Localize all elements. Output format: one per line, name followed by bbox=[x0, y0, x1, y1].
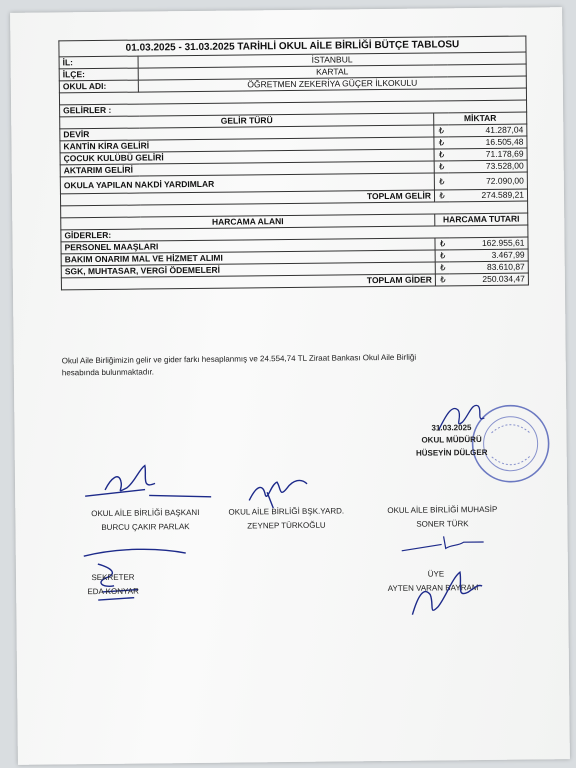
expense-amount: 162.955,61 bbox=[449, 237, 528, 250]
signature-title: OKUL AİLE BİRLİĞİ BAŞKANI bbox=[91, 507, 200, 519]
signature-name: EDA KONYAR bbox=[87, 586, 139, 597]
expense-amount-header: HARCAMA TUTARI bbox=[435, 213, 528, 226]
principal-date: 31.03.2025 bbox=[431, 423, 472, 433]
lira-sign: ₺ bbox=[434, 173, 449, 190]
president-signature-icon bbox=[75, 459, 215, 502]
info-value: İSTANBUL bbox=[138, 52, 526, 68]
info-label: İLÇE: bbox=[59, 68, 138, 81]
income-amount: 72.090,00 bbox=[449, 172, 528, 190]
expense-type-header: HARCAMA ALANI bbox=[61, 214, 435, 230]
signature-name: ZEYNEP TÜRKOĞLU bbox=[247, 520, 326, 531]
income-name: ÇOCUK KULÜBÜ GELİRİ bbox=[60, 149, 434, 165]
income-name: DEVİR bbox=[60, 125, 434, 141]
income-name: AKTARIM GELİRİ bbox=[60, 161, 434, 177]
expense-total-label: TOPLAM GİDER bbox=[61, 274, 435, 290]
expense-total-amount: 250.034,47 bbox=[450, 273, 529, 286]
income-section-label: GELİRLER : bbox=[60, 100, 527, 117]
principal-title: OKUL MÜDÜRÜ bbox=[421, 434, 482, 445]
income-name: KANTİN KİRA GELİRİ bbox=[60, 137, 434, 153]
info-label: OKUL ADI: bbox=[59, 80, 138, 93]
document-page bbox=[10, 7, 570, 765]
signature-name: AYTEN VARAN BAYRAM bbox=[387, 583, 479, 593]
member-signature-icon bbox=[404, 564, 485, 621]
expense-name: PERSONEL MAAŞLARI bbox=[61, 238, 435, 254]
balance-note bbox=[62, 351, 492, 380]
income-amount: 41.287,04 bbox=[448, 124, 527, 137]
income-name: OKULA YAPILAN NAKDİ YARDIMLAR bbox=[60, 173, 434, 194]
budget-table bbox=[58, 36, 529, 291]
balance-note-line: Okul Aile Birliğimizin gelir ve gider farkı hesaplanmış ve 24.554,74 TL Ziraat Bankası Okul Aile Birliği bbox=[61, 352, 417, 366]
expense-amount: 83.610,87 bbox=[450, 261, 529, 274]
table-title: 01.03.2025 - 31.03.2025 TARİHLİ OKUL AİLE BİRLİĞİ BÜTÇE TABLOSU bbox=[59, 36, 526, 57]
lira-sign: ₺ bbox=[435, 262, 450, 274]
expense-name: BAKIM ONARIM MAL VE HİZMET ALIMI bbox=[61, 250, 435, 266]
lira-sign: ₺ bbox=[435, 238, 450, 250]
vice-president-signature-icon bbox=[243, 470, 313, 511]
signature-name: SONER TÜRK bbox=[416, 519, 469, 529]
expense-section-label: GİDERLER: bbox=[61, 225, 528, 242]
income-total-amount: 274.589,21 bbox=[449, 189, 528, 202]
income-total-label: TOPLAM GELİR bbox=[60, 190, 434, 206]
principal-name: HÜSEYİN DÜLGER bbox=[415, 447, 488, 458]
income-amount: 71.178,69 bbox=[449, 148, 528, 161]
income-type-header: GELİR TÜRÜ bbox=[60, 113, 434, 129]
treasurer-signature-icon bbox=[398, 532, 488, 555]
balance-note-line: hesabında bulunmaktadır. bbox=[61, 367, 154, 378]
info-value: KARTAL bbox=[138, 64, 526, 80]
lira-sign: ₺ bbox=[435, 274, 450, 286]
signature-title: SEKRETER bbox=[91, 572, 135, 583]
lira-sign: ₺ bbox=[434, 137, 449, 149]
income-amount: 73.528,00 bbox=[449, 160, 528, 173]
signature-title: OKUL AİLE BİRLİĞİ MUHASİP bbox=[387, 504, 498, 515]
lira-sign: ₺ bbox=[435, 250, 450, 262]
info-value: ÖĞRETMEN ZEKERİYA GÜÇER İLKOKULU bbox=[138, 76, 526, 92]
income-amount-header: MİKTAR bbox=[434, 112, 527, 125]
expense-name: SGK, MUHTASAR, VERGİ ÖDEMELERİ bbox=[61, 262, 435, 278]
info-label: İL: bbox=[59, 56, 138, 69]
signature-name: BURCU ÇAKIR PARLAK bbox=[101, 522, 190, 532]
income-amount: 16.505,48 bbox=[448, 136, 527, 149]
lira-sign: ₺ bbox=[434, 161, 449, 173]
signature-title: OKUL AİLE BİRLİĞİ BŞK.YARD. bbox=[228, 506, 345, 517]
signature-title: ÜYE bbox=[427, 569, 445, 579]
expense-amount: 3.467,99 bbox=[450, 249, 529, 262]
lira-sign: ₺ bbox=[434, 149, 449, 161]
lira-sign: ₺ bbox=[434, 125, 449, 137]
lira-sign: ₺ bbox=[434, 190, 449, 202]
